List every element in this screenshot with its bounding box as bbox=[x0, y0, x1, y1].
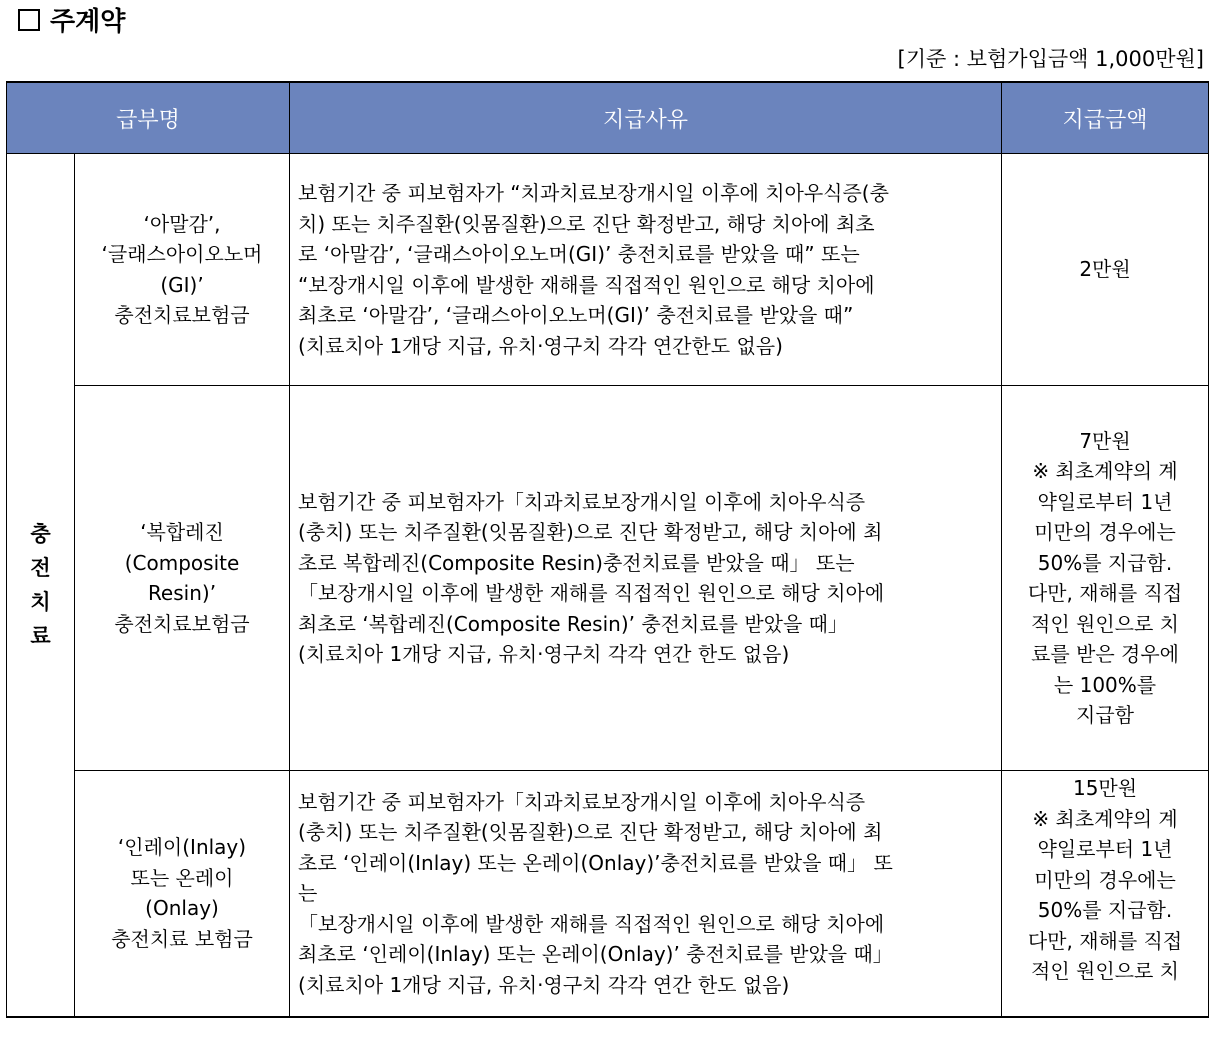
reason-line: (충치) 또는 치주질환(잇몸질환)으로 진단 확정받고, 해당 치아에 최 bbox=[298, 820, 883, 844]
reason-line: (치료치아 1개당 지급, 유치·영구치 각각 연간 한도 없음) bbox=[298, 972, 790, 997]
reason-line: 초로 ‘인레이(Inlay) 또는 온레이(Onlay)’충전치료를 받았을 때」 또 bbox=[298, 850, 893, 875]
amount-line: ※ 최초계약의 계 bbox=[1032, 459, 1178, 483]
amount-line: 15만원 bbox=[1072, 776, 1138, 800]
payment-amount-cell bbox=[1002, 771, 1209, 1017]
group-char: 치 bbox=[30, 589, 51, 614]
reason-line: 최초로 ‘복합레진(Composite Resin)’ 충전치료를 받았을 때」 bbox=[298, 611, 848, 636]
group-char: 충 bbox=[30, 521, 51, 546]
reason-line: 최초로 ‘인레이(Inlay) 또는 온레이(Onlay)’ 충전치료를 받았을 때」 bbox=[298, 942, 893, 966]
benefit-name-cell bbox=[75, 154, 290, 386]
group-char: 료 bbox=[30, 623, 51, 648]
checkbox-square-icon bbox=[18, 9, 40, 31]
benefit-name-line: 충전치료 보험금 bbox=[111, 926, 253, 951]
amount-line: 는 100%를 bbox=[1053, 672, 1157, 697]
reason-line: “보장개시일 이후에 발생한 재해를 직접적인 원인으로 해당 치아에 bbox=[298, 272, 875, 297]
reason-line: (치료치아 1개당 지급, 유치·영구치 각각 연간한도 없음) bbox=[298, 333, 783, 358]
payment-amount-cell bbox=[1002, 154, 1209, 386]
benefit-name-line: ‘글래스아이오노머 bbox=[101, 242, 263, 266]
amount-line: 료를 받은 경우에 bbox=[1031, 642, 1179, 666]
heading-text: 주계약 bbox=[50, 7, 126, 37]
payment-amount-cell bbox=[1002, 386, 1209, 771]
benefit-name-line: 또는 온레이 bbox=[130, 865, 234, 890]
payment-reason-cell bbox=[290, 154, 1002, 386]
benefit-name-line: (Composite bbox=[124, 550, 240, 575]
benefit-name-line: ‘복합레진 bbox=[140, 520, 224, 544]
amount-line: 다만, 재해를 직접 bbox=[1027, 581, 1183, 605]
amount-line: 적인 원인으로 치 bbox=[1031, 611, 1179, 636]
table-row bbox=[7, 386, 1209, 771]
reason-line: 보험기간 중 피보험자가「치과치료보장개시일 이후에 치아우식증 bbox=[298, 489, 866, 514]
amount-line: 미만의 경우에는 bbox=[1034, 867, 1176, 892]
amount-line: 적인 원인으로 치 bbox=[1031, 959, 1179, 983]
benefit-name-cell bbox=[75, 771, 290, 1017]
reason-line: 최초로 ‘아말감’, ‘글래스아이오노머(GI)’ 충전치료를 받았을 때” bbox=[298, 303, 854, 327]
benefit-table bbox=[6, 81, 1209, 1018]
header-payment-amount: 지급금액 bbox=[1002, 82, 1209, 154]
amount-line: ※ 최초계약의 계 bbox=[1032, 806, 1178, 831]
benefit-name-line: 충전치료보험금 bbox=[114, 303, 250, 327]
benefit-name-line: Resin)’ bbox=[147, 581, 217, 605]
reason-line: 「보장개시일 이후에 발생한 재해를 직접적인 원인으로 해당 치아에 bbox=[298, 581, 885, 605]
table-header-row bbox=[7, 82, 1209, 154]
reason-line: (충치) 또는 치주질환(잇몸질환)으로 진단 확정받고, 해당 치아에 최 bbox=[298, 520, 883, 544]
benefit-name-line: ‘아말감’, bbox=[143, 211, 221, 236]
reason-line: 치) 또는 치주질환(잇몸질환)으로 진단 확정받고, 해당 치아에 최초 bbox=[298, 211, 875, 236]
amount-line: 약일로부터 1년 bbox=[1037, 489, 1173, 514]
amount-line: 2만원 bbox=[1079, 257, 1131, 282]
group-label-filling-treatment bbox=[7, 154, 75, 1017]
reason-line: 「보장개시일 이후에 발생한 재해를 직접적인 원인으로 해당 치아에 bbox=[298, 911, 885, 936]
amount-line: 50%를 지급함. bbox=[1037, 898, 1173, 922]
benefit-name-line: ‘인레이(Inlay) bbox=[117, 835, 247, 860]
amount-line: 약일로부터 1년 bbox=[1037, 837, 1173, 861]
reason-line: 보험기간 중 피보험자가 “치과치료보장개시일 이후에 치아우식증(충 bbox=[298, 181, 889, 205]
group-char: 전 bbox=[30, 555, 51, 580]
amount-line: 다만, 재해를 직접 bbox=[1027, 928, 1183, 953]
header-payment-reason: 지급사유 bbox=[290, 82, 1002, 154]
reason-line: 보험기간 중 피보험자가「치과치료보장개시일 이후에 치아우식증 bbox=[298, 789, 866, 814]
benefit-name-line: 충전치료보험금 bbox=[114, 611, 250, 636]
amount-line: 지급함 bbox=[1076, 703, 1134, 727]
reason-line: (치료치아 1개당 지급, 유치·영구치 각각 연간 한도 없음) bbox=[298, 642, 790, 666]
amount-line: 미만의 경우에는 bbox=[1034, 520, 1176, 544]
reason-line: 로 ‘아말감’, ‘글래스아이오노머(GI)’ 충전치료를 받았을 때” 또는 bbox=[298, 242, 860, 266]
amount-line: 7만원 bbox=[1079, 428, 1131, 453]
benefit-name-line: (Onlay) bbox=[145, 896, 219, 921]
basis-note: [기준 : 보험가입금액 1,000만원] bbox=[897, 47, 1204, 71]
benefit-name-cell bbox=[75, 386, 290, 771]
payment-reason-cell bbox=[290, 771, 1002, 1017]
reason-line: 초로 복합레진(Composite Resin)충전치료를 받았을 때」 또는 bbox=[298, 550, 855, 575]
table-row bbox=[7, 771, 1209, 1017]
reason-line: 는 bbox=[298, 881, 318, 905]
amount-line: 50%를 지급함. bbox=[1037, 550, 1173, 575]
payment-reason-cell bbox=[290, 386, 1002, 771]
benefit-name-line: (GI)’ bbox=[160, 272, 204, 297]
table-row bbox=[7, 154, 1209, 386]
section-heading bbox=[18, 4, 125, 40]
header-benefit-name: 급부명 bbox=[7, 82, 290, 154]
